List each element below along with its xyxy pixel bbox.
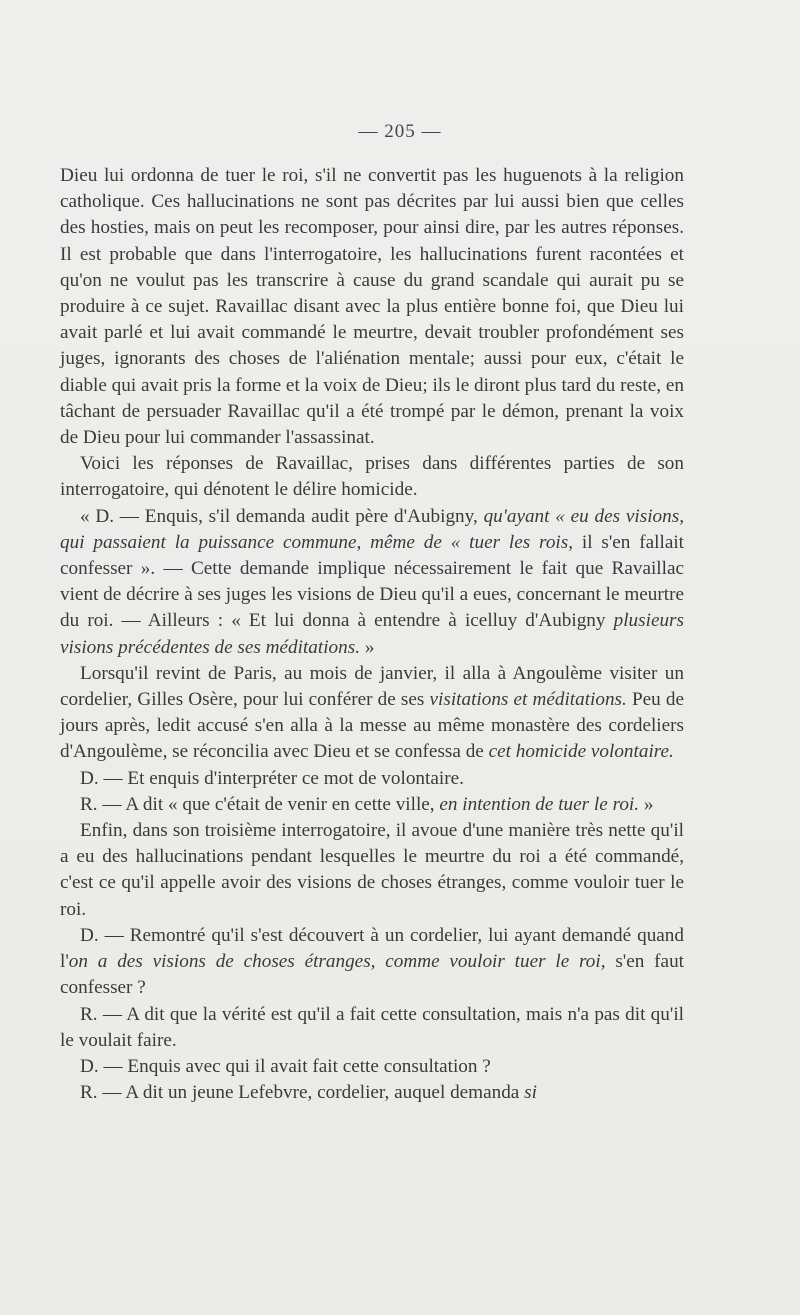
text-run: Dieu lui ordonna de tuer le roi, s'il ne convertit pas les huguenots à la religion catholique. Ces hallucinations ne sont pas décrites par lui aussi bien que celles des hosties, mais on peut les recomposer, pour ainsi dire, par les autres réponses. Il est probable que dans l'interrogatoire, les hallucinations furent racontées et qu'on ne voulut pas les transcrire à cause du grand scandale qui aurait pu se produire à ce sujet. Ravaillac disant avec la plus entière bonne foi, que Dieu lui avait parlé et lui avait commandé le meurtre, devait troubler profondément ses juges, ignorants des choses de l'aliénation mentale; aussi pour eux, c'était le diable qui avait pris la forme et la voix de Dieu; ils le diront plus tard du reste, en tâchant de persuader Ravaillac qu'il a été trompé par le démon, prenant la voix de Dieu pour lui commander l'assassinat.: [60, 165, 684, 449]
italic-run: en intention de tuer le roi.: [439, 793, 640, 815]
text-run: R. — A dit que la vérité est qu'il a fait cette consultation, mais n'a pas dit qu'il le voulait faire.: [60, 1003, 684, 1051]
text-run: R. — A dit un jeune Lefebvre, cordelier, auquel demanda: [80, 1082, 525, 1104]
text-run: R. — A dit « que c'était de venir en cette ville,: [80, 793, 440, 815]
text-run: Voici les réponses de Ravaillac, prises dans différentes parties de son interrogatoire, qui dénotent le délire homicide.: [60, 453, 684, 501]
paragraph: [60, 504, 684, 661]
text-run: D. — Enquis avec qui il avait fait cette consultation ?: [80, 1055, 491, 1077]
body-text: [60, 163, 684, 1106]
italic-run: visitations et méditations.: [429, 689, 627, 711]
text-run: Enfin, dans son troisième interrogatoire, il avoue d'une manière très nette qu'il a eu des hallucinations pendant lesquelles le meurtre du roi a été commandé, c'est ce qu'il appelle avoir des visions de choses étranges, comme vouloir tuer le roi.: [60, 820, 684, 920]
paragraph: [60, 163, 684, 451]
italic-run: on a des visions de choses étranges, comme vouloir tuer le roi,: [68, 951, 606, 973]
paragraph: [60, 792, 684, 818]
paragraph: [60, 818, 684, 923]
text-run: Lorsqu'il revint de Paris, au mois de janvier, il alla à Angoulème visiter un cordelier, Gilles Osère, pour lui conférer de ses: [60, 662, 684, 711]
text-run: s'en faut confesser ?: [60, 951, 685, 999]
text-run: »: [639, 793, 654, 815]
text-run: « D. — Enquis, s'il demanda audit père d'Aubigny,: [80, 505, 484, 527]
text-run: Peu de jours après, ledit accusé s'en alla à la messe au même monastère des cordeliers d'Angoulème, se réconcilia avec Dieu et se confessa de: [60, 689, 684, 763]
paragraph: [60, 661, 684, 766]
text-run: »: [360, 636, 375, 658]
paragraph: [60, 1002, 684, 1054]
paragraph: [60, 451, 684, 503]
italic-run: si: [524, 1082, 537, 1104]
italic-run: cet homicide volontaire.: [488, 741, 674, 763]
italic-run: qu'ayant « eu des visions, qui passaient la puissance commune, même de « tuer les rois,: [60, 505, 684, 553]
page-number: — 205 —: [358, 121, 442, 142]
text-run: D. — Et enquis d'interpréter ce mot de volontaire.: [80, 767, 464, 789]
paragraph: [60, 766, 684, 792]
text-run: D. — Remontré qu'il s'est découvert à un cordelier, lui ayant demandé quand l': [60, 924, 684, 973]
paragraph: [60, 1054, 684, 1080]
paragraph: [60, 923, 684, 1002]
paragraph: [60, 1080, 684, 1106]
italic-run: plusieurs visions précédentes de ses méditations.: [60, 610, 684, 658]
text-run: il s'en fallait confesser ». — Cette demande implique nécessairement le fait que Ravaillac vient de décrire à ses juges les visions de Dieu qu'il a eues, concernant le meurtre du roi. — Ailleurs : « Et lui donna à entendre à icelluy d'Aubigny: [60, 531, 684, 632]
